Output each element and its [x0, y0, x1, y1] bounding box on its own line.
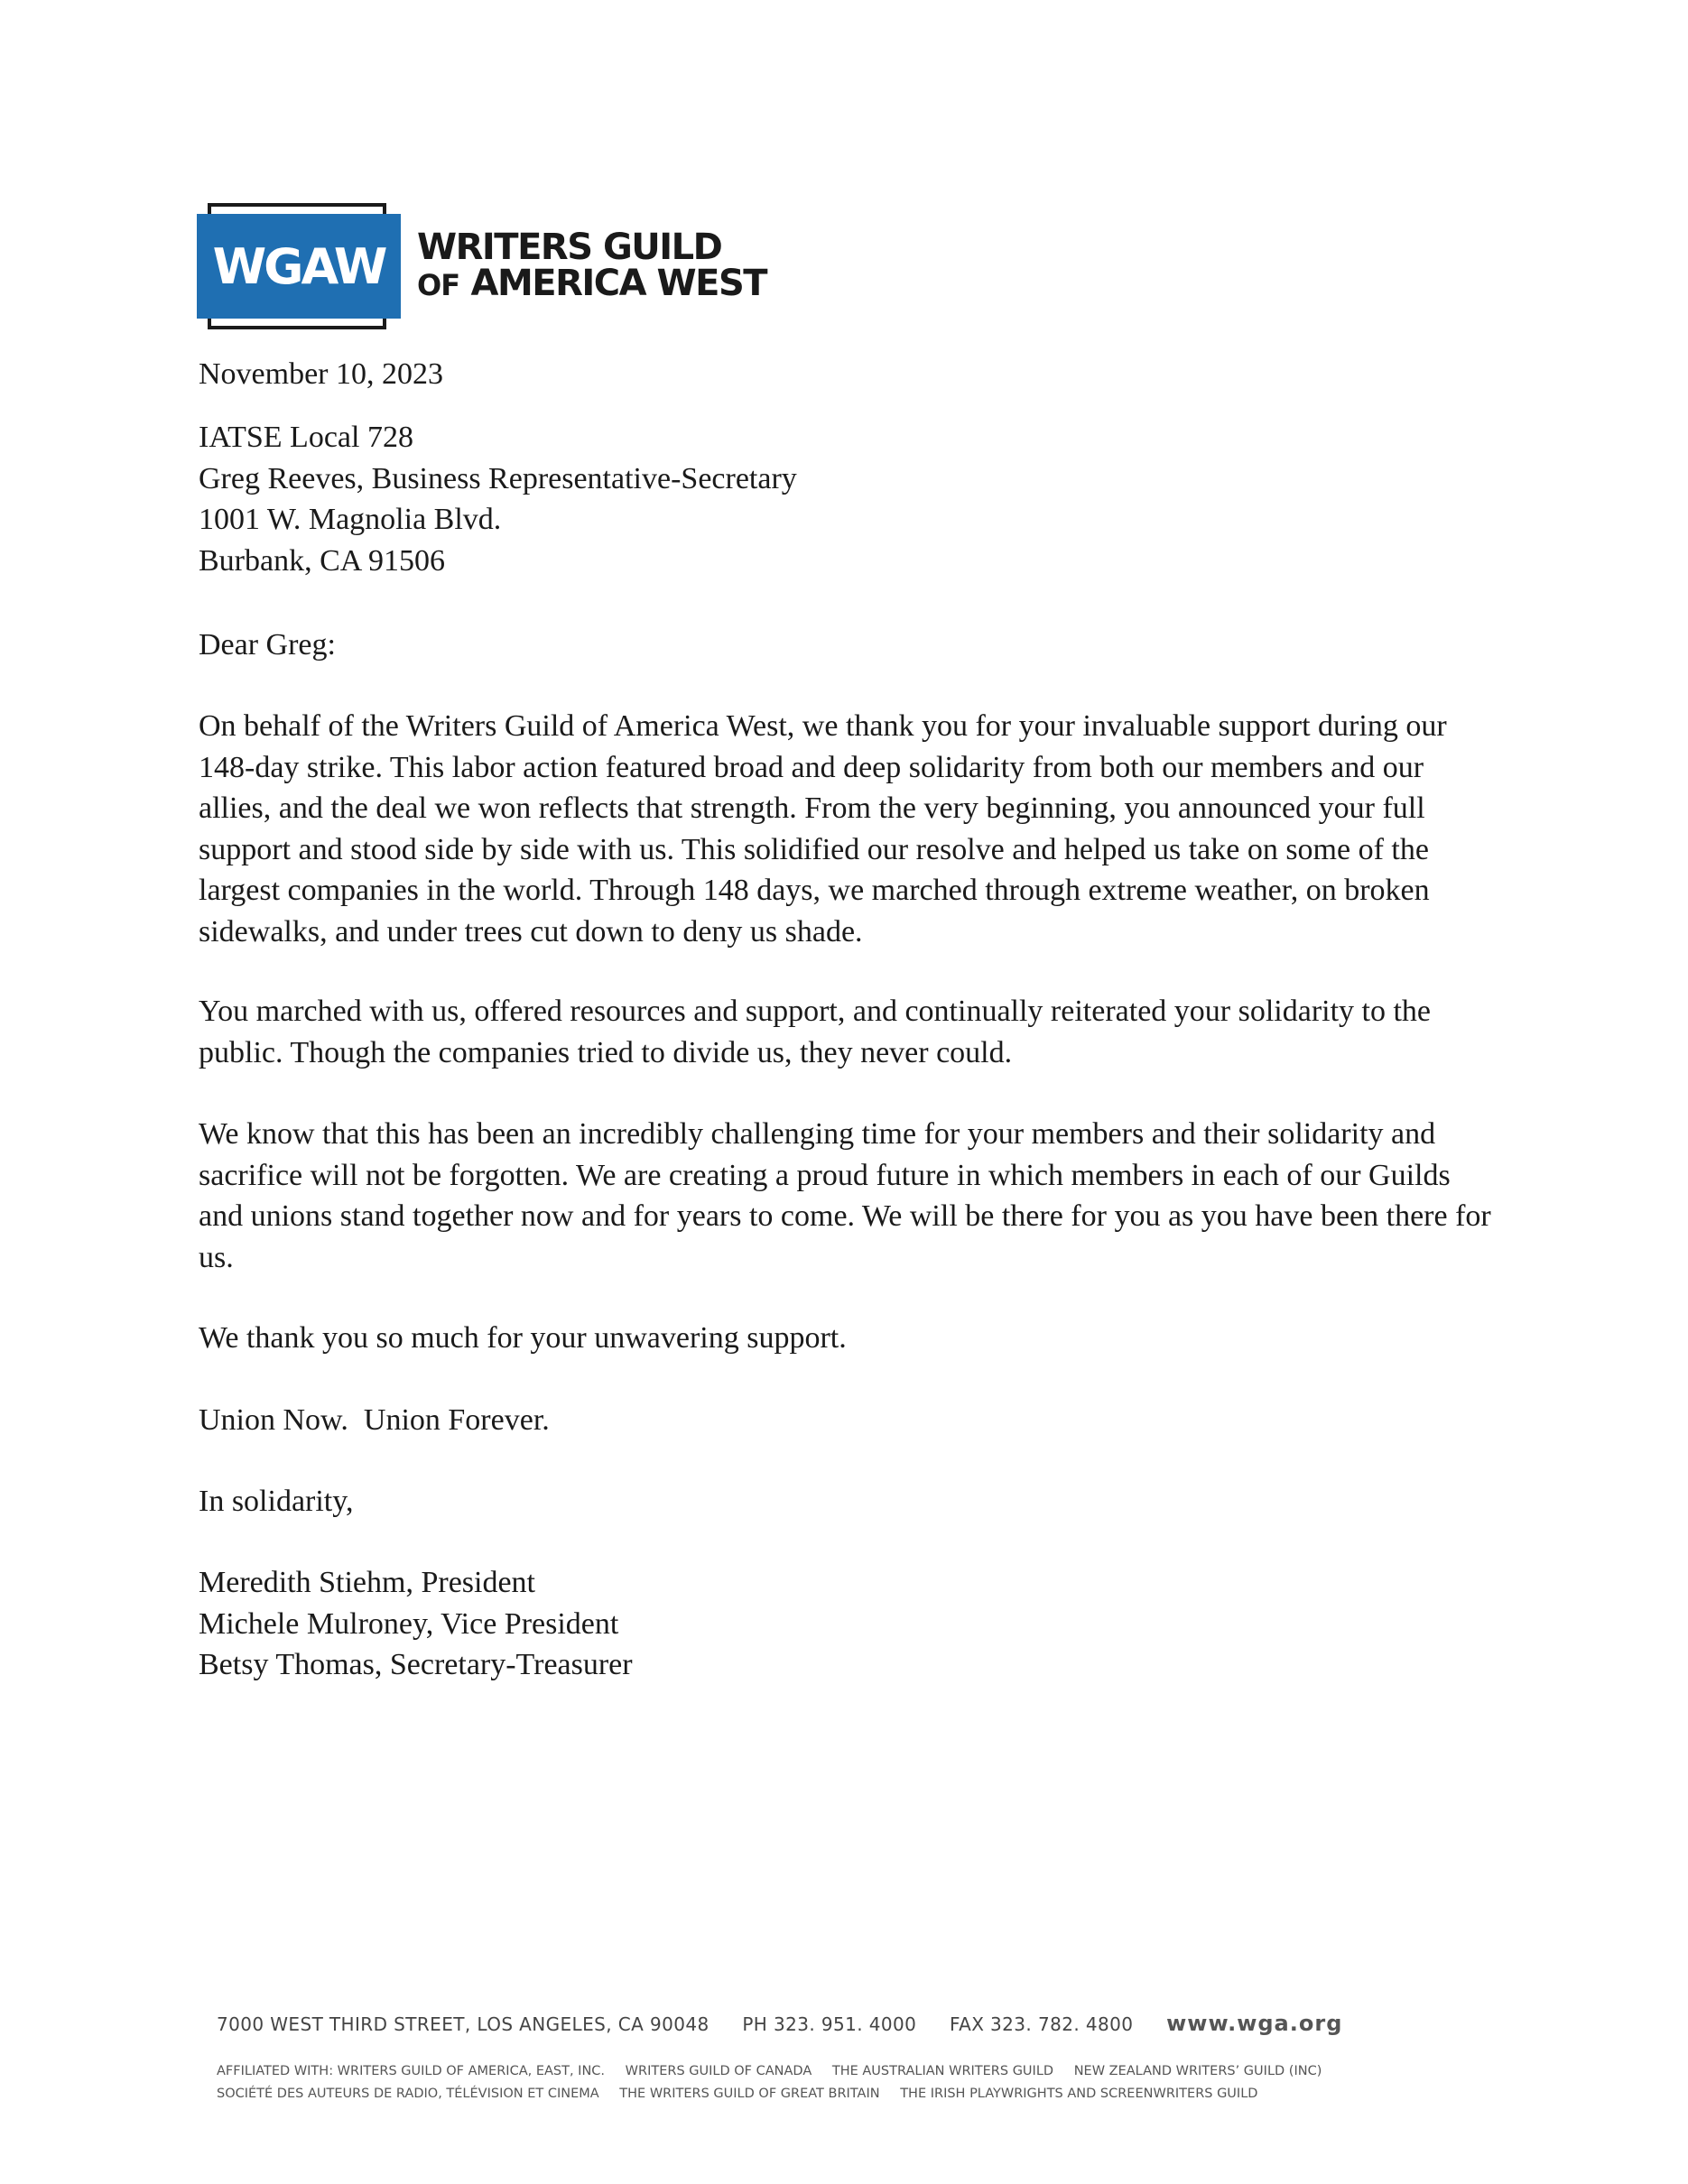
signatory-line: Michele Mulroney, Vice President — [199, 1606, 619, 1641]
signatories — [199, 1562, 633, 1686]
footer-address: 7000 WEST THIRD STREET, LOS ANGELES, CA 90048 — [217, 2013, 710, 2035]
recipient-line: Greg Reeves, Business Representative-Secretary — [199, 461, 797, 495]
footer-affiliations — [217, 2060, 1338, 2105]
signatory-line: Betsy Thomas, Secretary-Treasurer — [199, 1648, 633, 1681]
recipient-line: IATSE Local 728 — [199, 421, 413, 454]
affiliation: THE AUSTRALIAN WRITERS GUILD — [831, 2064, 1054, 2078]
recipient-line: 1001 W. Magnolia Blvd. — [199, 503, 502, 536]
logo-mark — [197, 203, 401, 329]
signatory-line: Meredith Stiehm, President — [199, 1566, 536, 1599]
logo-wordmark — [417, 229, 766, 303]
logo-line-2-prefix: OF — [417, 268, 460, 302]
logo-blue-box — [197, 214, 401, 319]
affiliations-line-1 — [217, 2060, 1338, 2083]
logo-line-1: WRITERS GUILD — [417, 227, 722, 268]
logo-line-2-rest: AMERICA WEST — [470, 263, 767, 304]
body-paragraph: Union Now. Union Forever. — [199, 1403, 550, 1437]
footer-fax: FAX 323. 782. 4800 — [950, 2013, 1134, 2035]
body-paragraph: On behalf of the Writers Guild of America West, we thank you for your invaluable support during our 148-day strike. This labor action featured broad and deep solidarity from both our members and our allies, and the deal we won reflects that strength. From the very beginning, you announced your full support and stood side by side with us. This solidified our resolve and helped us take on some of the largest companies in the world. Through 148 days, we marched through extreme weather, on broken sidewalks, and under trees cut down to deny us shade. — [199, 709, 1447, 949]
footer-website-link[interactable]: www.wga.org — [1166, 2011, 1343, 2036]
recipient-line: Burbank, CA 91506 — [199, 543, 445, 578]
affiliation: THE IRISH PLAYWRIGHTS AND SCREENWRITERS GUILD — [900, 2087, 1258, 2101]
affiliation: THE WRITERS GUILD OF GREAT BRITAIN — [619, 2087, 880, 2101]
body-paragraph: We know that this has been an incredibly challenging time for your members and their solidarity and sacrifice will not be forgotten. We are creating a proud future in which members in each of our Guilds and unions stand together now and for years to come. We will be there for you as you have been there for us. — [199, 1117, 1491, 1274]
affiliation: SOCIÉTÉ DES AUTEURS DE RADIO, TÉLÉVISION ET CINEMA — [217, 2087, 599, 2101]
affiliation: NEW ZEALAND WRITERS’ GUILD (INC) — [1073, 2064, 1322, 2078]
salutation: Dear Greg: — [199, 628, 336, 662]
footer-contact — [217, 2011, 1369, 2036]
affiliations-line-2 — [217, 2083, 1338, 2105]
closing: In solidarity, — [199, 1485, 354, 1518]
wgaw-logo — [197, 203, 766, 329]
affiliation: AFFILIATED WITH: WRITERS GUILD OF AMERICA, EAST, INC. — [217, 2064, 606, 2078]
logo-line-2 — [417, 265, 766, 303]
logo-mark-text: WGAW — [212, 237, 385, 295]
affiliation: WRITERS GUILD OF CANADA — [625, 2064, 812, 2078]
footer-phone: PH 323. 951. 4000 — [742, 2013, 917, 2035]
recipient-address — [199, 417, 797, 581]
body-paragraph: You marched with us, offered resources and support, and continually reiterated your solidarity to the public. Though the companies tried to divide us, they never could. — [199, 995, 1432, 1069]
letter-date: November 10, 2023 — [199, 357, 444, 391]
body-paragraph: We thank you so much for your unwavering support. — [199, 1321, 847, 1355]
